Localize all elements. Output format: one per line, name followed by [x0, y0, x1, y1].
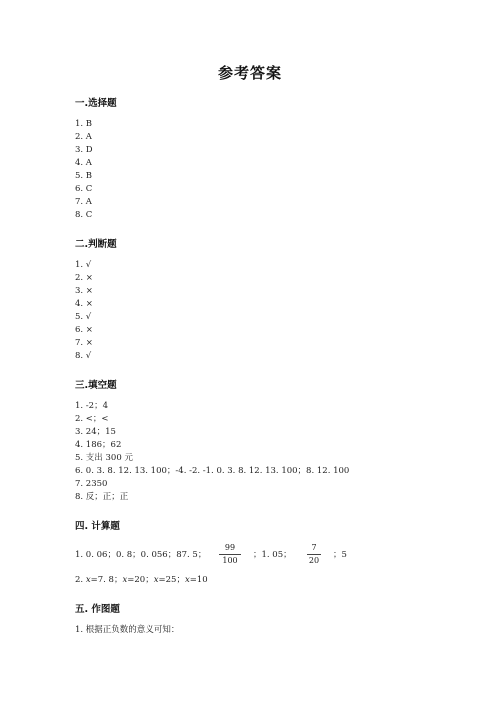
list-item: 2. ×	[75, 273, 93, 283]
variable-x: x	[184, 575, 190, 585]
list-item: 6. 0. 3. 8. 12. 13. 100；-4. -2. -1. 0. 3. 8. 12. 13. 100；8. 12. 100	[75, 466, 350, 476]
calc-line-2	[75, 575, 208, 586]
list-item: 1. -2；4	[75, 401, 108, 411]
variable-x: x	[153, 575, 159, 585]
list-item: 5. 支出 300 元	[75, 453, 133, 463]
list-item: 8. 反；正；正	[75, 492, 129, 502]
calc-line-1	[75, 550, 206, 561]
calc-line-1-part-b: ；1. 05；	[253, 550, 292, 560]
section-heading-drawing: 五. 作图题	[75, 604, 120, 615]
list-item: 3. 24；15	[75, 427, 116, 437]
list-item: 1. B	[75, 119, 93, 129]
calc-line-1-part-a: 1. 0. 06；0. 8；0. 056；87. 5；	[75, 550, 207, 560]
variable-x: x	[122, 575, 128, 585]
fraction-numerator: 99	[224, 543, 236, 552]
list-item: 7. 2350	[75, 479, 108, 489]
list-item: 2. A	[75, 132, 92, 142]
calc-line-1-part-c: ；5	[333, 550, 347, 560]
list-item: 3. D	[75, 145, 93, 155]
list-item: 7. ×	[75, 338, 93, 348]
calc-value: =7. 8；	[90, 575, 123, 585]
list-item: 6. ×	[75, 325, 93, 335]
section-heading-choice: 一.选择题	[75, 98, 117, 109]
fraction-denominator: 100	[222, 556, 238, 565]
section-heading-calculation: 四. 计算题	[75, 521, 120, 532]
list-item: 4. 186；62	[75, 440, 122, 450]
fraction-numerator: 7	[311, 543, 317, 552]
calc-line-2-prefix: 2.	[75, 575, 86, 585]
fraction-bar	[219, 554, 241, 555]
section-heading-fill-in: 三.填空题	[75, 380, 117, 391]
list-item: 4. ×	[75, 299, 93, 309]
list-item: 5. B	[75, 171, 93, 181]
fraction-bar	[307, 554, 321, 555]
list-item: 5. √	[75, 312, 92, 322]
fraction-denominator: 20	[308, 556, 320, 565]
fraction-7-20	[307, 543, 321, 566]
calc-value: =25；	[158, 575, 185, 585]
fraction-99-100	[219, 543, 241, 566]
calc-value: =10	[189, 575, 208, 585]
list-item: 8. C	[75, 210, 93, 220]
list-item: 1. √	[75, 260, 92, 270]
page-title: 参考答案	[217, 64, 282, 82]
list-item: 7. A	[75, 197, 92, 207]
list-item: 3. ×	[75, 286, 93, 296]
list-item: 1. 根据正负数的意义可知：	[75, 625, 180, 635]
list-item: 2. <；<	[75, 414, 109, 424]
list-item: 8. √	[75, 351, 92, 361]
list-item: 4. A	[75, 158, 92, 168]
variable-x: x	[85, 575, 91, 585]
calc-value: =20；	[127, 575, 154, 585]
section-heading-judgement: 二.判断题	[75, 239, 117, 250]
list-item: 6. C	[75, 184, 93, 194]
